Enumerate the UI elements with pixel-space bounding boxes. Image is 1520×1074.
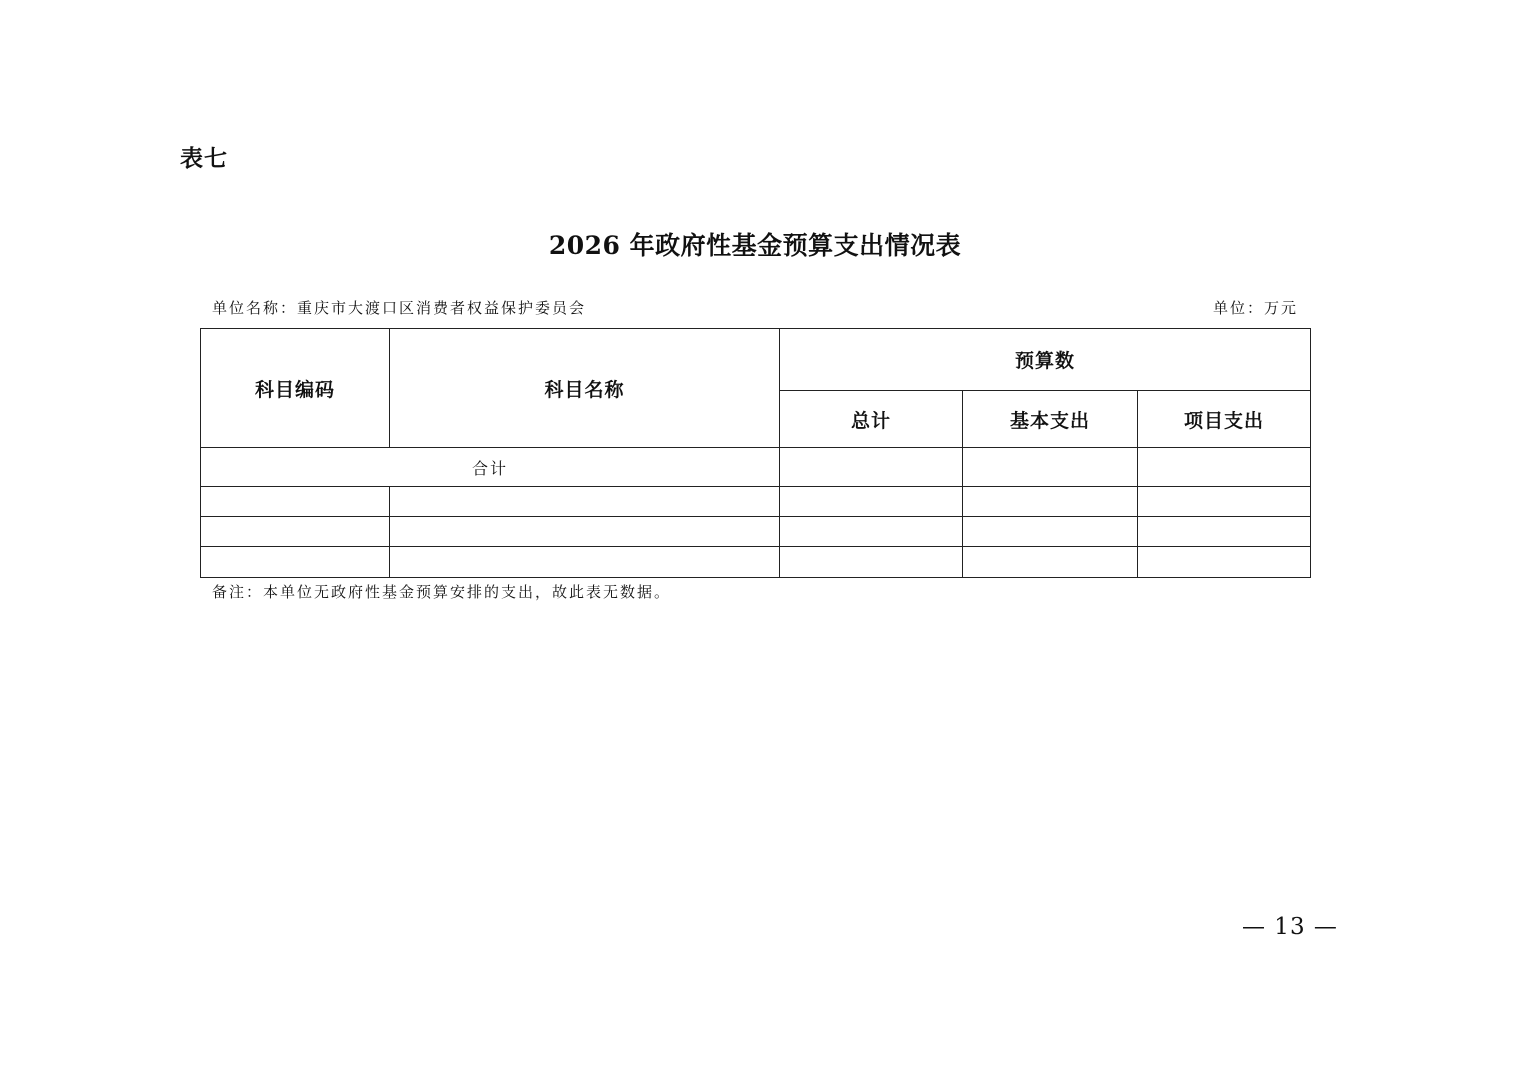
table-row [201, 487, 1311, 517]
table-row [201, 547, 1311, 578]
cell-code [201, 487, 390, 517]
cell-name [390, 487, 780, 517]
cell-project [1138, 517, 1311, 547]
header-total: 总计 [780, 391, 963, 448]
table-number: 表七 [180, 146, 228, 172]
header-subject-name: 科目名称 [390, 329, 780, 448]
cell-name [390, 517, 780, 547]
header-budget-amount: 预算数 [780, 329, 1311, 391]
cell-code [201, 517, 390, 547]
budget-table [200, 328, 1311, 578]
cell-basic [963, 547, 1138, 578]
page-number: — 13 — [1242, 914, 1338, 940]
total-cell-project [1138, 448, 1311, 487]
cell-total [780, 517, 963, 547]
unit-name: 单位名称：重庆市大渡口区消费者权益保护委员会 [212, 299, 587, 317]
cell-basic [963, 487, 1138, 517]
header-basic-expenditure: 基本支出 [963, 391, 1138, 448]
cell-total [780, 487, 963, 517]
document-title: 2026 年政府性基金预算支出情况表 [548, 231, 962, 260]
total-cell-basic [963, 448, 1138, 487]
header-subject-code: 科目编码 [201, 329, 390, 448]
cell-name [390, 547, 780, 578]
cell-code [201, 547, 390, 578]
total-row [201, 448, 1311, 487]
currency-unit: 单位：万元 [1212, 299, 1298, 317]
table-row [201, 517, 1311, 547]
header-project-expenditure: 项目支出 [1138, 391, 1311, 448]
table-note: 备注：本单位无政府性基金预算安排的支出，故此表无数据。 [212, 583, 672, 601]
cell-project [1138, 547, 1311, 578]
cell-basic [963, 517, 1138, 547]
total-cell-total [780, 448, 963, 487]
cell-total [780, 547, 963, 578]
cell-project [1138, 487, 1311, 517]
header-row-1 [201, 329, 1311, 391]
total-label: 合计 [201, 448, 780, 487]
